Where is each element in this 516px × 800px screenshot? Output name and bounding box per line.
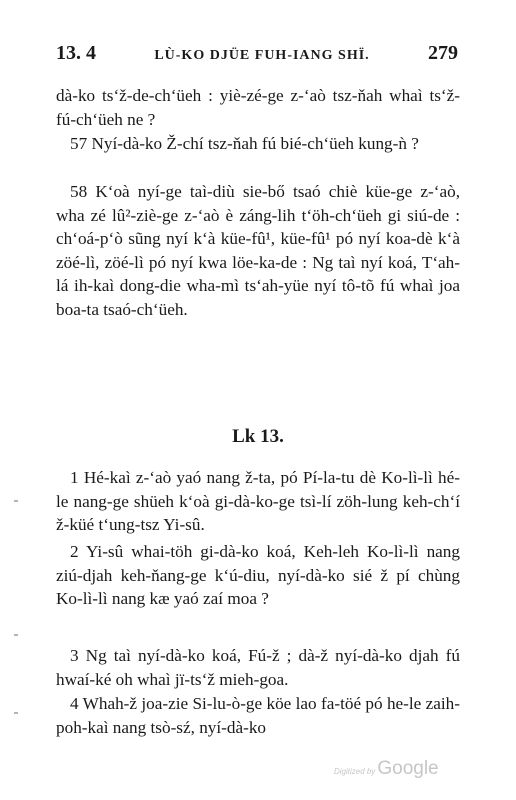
verse-paragraph: 4 Whah-ž joa-zie Si-lu-ò-ge köe lao fa-töé pó he-le zaih-poh-kaì nang tsò-sź, nyí-dà-ko bbox=[56, 694, 460, 737]
margin-mark bbox=[14, 712, 18, 714]
verse-paragraph: 58 K‘oà nyí-ge taì-diù sie-bő tsaó chiè küe-ge z-‘aò, wha zé lû²-ziè-ge z-‘aò è záng-lih t‘öh-ch‘üeh gi siú-de : ch‘oá-p‘ò sũng nyí k‘à küe-fû¹, küe-fû¹ pó nyí koa-dè k‘à zöé-lì, zöé-lì pó nyí kwa löe-ka-de : Ng taì nyí koá, T‘ah-lá ih-kaì dong-die wha-mì ts‘ah-yüe nyí tô-tõ fú whaì joa boa-ta tsaó-ch‘üeh. bbox=[56, 182, 460, 319]
verse-paragraph: 57 Nyí-dà-ko Ž-chí tsz-ňah fú bié-ch‘üeh kung-ǹ ? bbox=[70, 134, 419, 153]
watermark-brand: Google bbox=[377, 758, 439, 779]
verse-paragraph: 3 Ng taì nyí-dà-ko koá, Fú-ž ; dà-ž nyí-dà-ko djah fú hwaí-ké oh whaì jï-ts‘ž mieh-goa. bbox=[56, 646, 460, 689]
digitized-watermark bbox=[334, 758, 439, 780]
page-number: 279 bbox=[427, 42, 458, 64]
margin-mark bbox=[14, 634, 18, 636]
margin-mark bbox=[14, 500, 18, 502]
verse-paragraph: dà-ko ts‘ž-de-ch‘üeh : yiè-zé-ge z-‘aò tsz-ňah whaì ts‘ž-fú-ch‘üeh ne ? bbox=[56, 86, 460, 129]
chapter-heading: Lk 13. bbox=[232, 426, 284, 447]
watermark-prefix: Digitized by bbox=[334, 767, 376, 776]
verse-paragraph: 2 Yi-sû whai-töh gi-dà-ko koá, Keh-leh Ko-lì-lì nang ziú-djah keh-ňang-ge k‘ú-diu, nyí-dà-ko sié ž pí chùng Ko-lì-lì nang kæ yaó zaí moa ? bbox=[56, 542, 460, 608]
verse-paragraph: 1 Hé-kaì z-‘aò yaó nang ž-ta, pó Pí-la-tu dè Ko-lì-lì hé-le nang-ge shüeh k‘oà gi-dà-ko-ge tsì-lí zöh-lung keh-ch‘í ž-küé t‘ung-tsz Yi-sû. bbox=[56, 468, 460, 534]
running-header bbox=[56, 42, 458, 64]
running-title: LÙ-KO DJÜE FUH-IANG SHÏ. bbox=[154, 48, 370, 63]
chapter-verse-ref: 13. 4 bbox=[56, 42, 96, 64]
